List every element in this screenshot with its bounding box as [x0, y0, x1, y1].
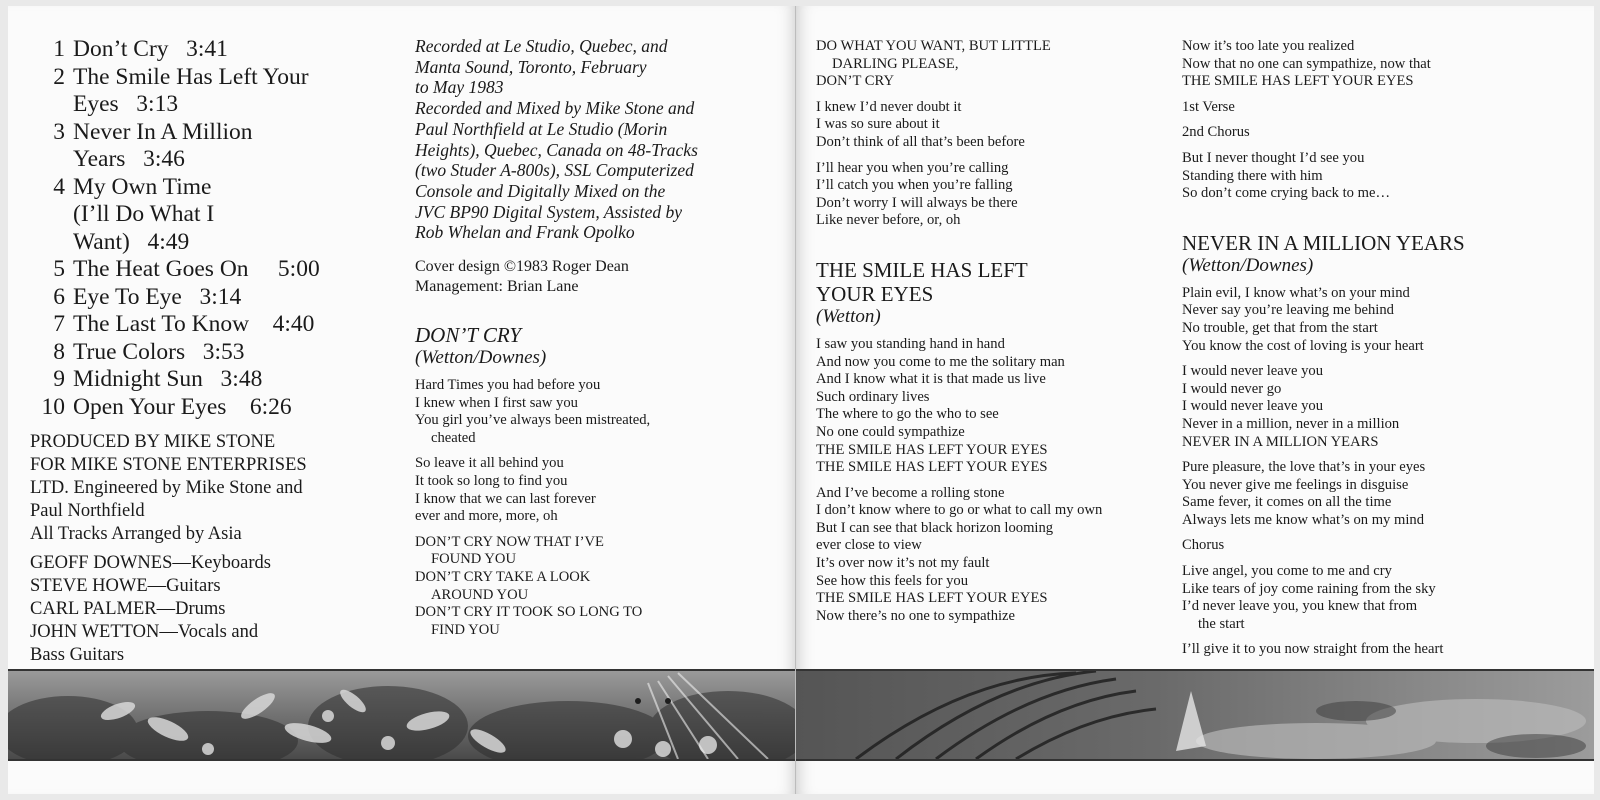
track-title-line: Midnight Sun 3:48 — [73, 366, 263, 392]
lyric-line: I’ll hear you when you’re calling — [816, 159, 1009, 176]
track-number: 2 — [53, 63, 65, 90]
lyric-line: Same fever, it comes on all the time — [1182, 494, 1392, 511]
lyrics-column-1 — [816, 38, 1166, 633]
lyric-line: Pure pleasure, the love that’s in your eyes — [1182, 459, 1426, 476]
track-number: 8 — [53, 338, 65, 365]
track-title-line: The Smile Has Left Your — [73, 63, 309, 90]
track-number: 5 — [53, 256, 65, 282]
lyric-line: DON’T CRY IT TOOK SO LONG TO — [415, 604, 643, 621]
lyric-stanza — [1182, 150, 1582, 203]
lyric-line: THE SMILE HAS LEFT YOUR EYES — [816, 441, 1048, 458]
lyric-line: You never give me feelings in disguise — [1182, 476, 1409, 493]
lyric-line: THE SMILE HAS LEFT YOUR EYES — [1182, 73, 1414, 90]
cover-credit-line: Management: Brian Lane — [415, 278, 579, 296]
recording-note-line: JVC BP90 Digital System, Assisted by — [415, 201, 683, 222]
lyric-line: AROUND YOU — [431, 586, 529, 603]
lyric-line: I was so sure about it — [816, 116, 940, 133]
lyric-line: Plain evil, I know what’s on your mind — [1182, 284, 1410, 301]
lyrics-smile-continued — [1182, 38, 1582, 203]
lyric-line: I would never leave you — [1182, 398, 1324, 415]
track-title — [73, 174, 390, 257]
lyric-line: I’ll give it to you now straight from the heart — [1182, 641, 1444, 658]
lyric-stanza — [816, 38, 1166, 91]
jungle-artwork — [8, 671, 796, 759]
lyric-line: But I never thought I’d see you — [1182, 149, 1365, 166]
songwriter-credit: (Wetton/Downes) — [1182, 254, 1314, 276]
track-item — [30, 119, 390, 174]
lyric-line: Don’t think of all that’s been before — [816, 133, 1025, 150]
lyric-line: Now there’s no one to sympathize — [816, 607, 1015, 624]
credit-line: JOHN WETTON—Vocals and — [30, 622, 259, 642]
track-title — [73, 36, 390, 64]
lyric-line: Always lets me know what’s on my mind — [1182, 511, 1424, 528]
lyric-line: Never in a million, never in a million — [1182, 415, 1400, 432]
lyric-line: THE SMILE HAS LEFT YOUR EYES — [816, 459, 1048, 476]
lyric-line: DO WHAT YOU WANT, BUT LITTLE — [816, 38, 1051, 54]
track-title-line: The Heat Goes On 5:00 — [73, 256, 320, 282]
lyric-line: Now it’s too late you realized — [1182, 38, 1355, 54]
lyric-line: DON’T CRY NOW THAT I’VE — [415, 533, 604, 550]
track-title — [73, 394, 390, 422]
song-title-never: NEVER IN A MILLION YEARS — [1182, 230, 1465, 255]
songwriter-credit: (Wetton) — [816, 305, 881, 327]
lyric-line: Like tears of joy come raining from the sky — [1182, 580, 1436, 597]
lyric-line: 1st Verse — [1182, 98, 1235, 115]
lyric-stanza — [1182, 459, 1582, 529]
lyric-line: You girl you’ve always been mistreated, — [415, 412, 651, 429]
track-title — [73, 284, 390, 312]
lyric-line: Live angel, you come to me and cry — [1182, 563, 1392, 580]
lyric-line: So leave it all behind you — [415, 455, 564, 472]
lyric-line: DARLING PLEASE, — [832, 55, 959, 72]
track-item — [30, 284, 390, 312]
credit-line: All Tracks Arranged by Asia — [30, 524, 242, 544]
lyric-line: Standing there with him — [1182, 167, 1323, 184]
lyric-stanza — [1182, 99, 1582, 117]
lyric-line: No one could sympathize — [816, 423, 965, 440]
track-title-line: Open Your Eyes 6:26 — [73, 393, 292, 420]
lyric-stanza — [1182, 641, 1582, 659]
song-title-line: THE SMILE HAS LEFT — [816, 257, 1028, 282]
song-title-smile — [816, 258, 1166, 306]
track-number: 6 — [53, 283, 65, 310]
track-item — [30, 256, 390, 284]
track-title-line: Years 3:46 — [73, 146, 185, 172]
lyric-line: ever close to view — [816, 537, 922, 554]
recording-note-line: Rob Whelan and Frank Opolko — [415, 222, 635, 243]
track-item — [30, 64, 390, 119]
credit-block — [30, 552, 390, 667]
track-item — [30, 394, 390, 422]
track-title-line: Eye To Eye 3:14 — [73, 283, 242, 310]
lyric-line: Now that no one can sympathize, now that — [1182, 55, 1431, 72]
track-title — [73, 256, 390, 284]
recording-notes — [415, 36, 785, 243]
credit-line: CARL PALMER—Drums — [30, 599, 226, 619]
lyric-stanza — [816, 99, 1166, 152]
track-title — [73, 339, 390, 367]
track-title-line: Eyes 3:13 — [73, 91, 179, 117]
cover-credit-line: Cover design ©1983 Roger Dean — [415, 258, 629, 276]
credit-line: Bass Guitars — [30, 645, 125, 665]
lyric-line: And I know what it is that made us live — [816, 371, 1046, 388]
track-title-line: The Last To Know 4:40 — [73, 311, 315, 337]
lyric-line: I would never go — [1182, 380, 1282, 397]
recording-note-line: Manta Sound, Toronto, February — [415, 56, 647, 77]
lyric-line: You know the cost of loving is your heart — [1182, 337, 1424, 354]
track-item — [30, 339, 390, 367]
lyric-line: I saw you standing hand in hand — [816, 335, 1005, 352]
lyric-stanza — [1182, 537, 1582, 555]
recording-notes-column — [415, 36, 785, 647]
lyric-stanza — [415, 534, 785, 640]
track-title — [73, 64, 390, 119]
production-credits — [30, 431, 390, 667]
lyric-line: ever and more, more, oh — [415, 508, 558, 525]
lyric-line: I don’t know where to go or what to call my own — [816, 502, 1103, 519]
track-item — [30, 174, 390, 257]
recording-note-line: Recorded at Le Studio, Quebec, and — [415, 36, 668, 56]
track-item — [30, 36, 390, 64]
recording-note-line: (two Studer A-800s), SSL Computerized — [415, 160, 694, 181]
credit-line: Paul Northfield — [30, 501, 145, 521]
lyric-line: So don’t come crying back to me… — [1182, 185, 1391, 202]
lyric-line: I’d never leave you, you knew that from — [1182, 598, 1418, 615]
lyric-line: I knew when I first saw you — [415, 394, 578, 411]
lyric-line: Never say you’re leaving me behind — [1182, 302, 1394, 319]
right-page — [796, 6, 1594, 794]
lyric-stanza — [1182, 38, 1582, 91]
lyrics-column-2 — [1182, 38, 1582, 667]
lyric-line: The where to go the who to see — [816, 406, 999, 423]
lyric-line: See how this feels for you — [816, 572, 968, 589]
song-title-dont-cry: DON’T CRY — [415, 323, 522, 348]
credit-block — [30, 431, 390, 546]
lyrics-never — [1182, 285, 1582, 659]
track-title-line: Want) 4:49 — [73, 228, 190, 255]
left-page — [8, 6, 796, 794]
recording-note-line: Recorded and Mixed by Mike Stone and — [415, 98, 695, 119]
lyric-line: Such ordinary lives — [816, 388, 930, 405]
lyric-stanza — [415, 455, 785, 525]
credit-line: PRODUCED BY MIKE STONE — [30, 432, 276, 452]
track-title-line: (I’ll Do What I — [73, 201, 215, 227]
lyric-stanza — [1182, 124, 1582, 142]
lyric-line: FOUND YOU — [431, 551, 516, 568]
lyric-stanza — [1182, 363, 1582, 451]
track-title-line: My Own Time — [73, 173, 212, 200]
track-item — [30, 366, 390, 394]
lyric-line: And I’ve become a rolling stone — [816, 484, 1005, 501]
lyric-stanza — [415, 377, 785, 447]
track-title-line: Never In A Million — [73, 118, 253, 145]
songwriter-credit: (Wetton/Downes) — [415, 347, 547, 369]
lyric-line: But I can see that black horizon looming — [816, 519, 1054, 536]
track-number: 9 — [53, 366, 65, 392]
lyric-line: DON’T CRY TAKE A LOOK — [415, 568, 591, 585]
lyric-stanza — [816, 160, 1166, 230]
credit-line: STEVE HOWE—Guitars — [30, 576, 221, 596]
track-title-line: True Colors 3:53 — [73, 338, 245, 365]
recording-note-line: Paul Northfield at Le Studio (Morin — [415, 118, 668, 139]
cover-credits — [415, 257, 785, 297]
lyric-line: It’s over now it’s not my fault — [816, 555, 990, 572]
song-title-line: YOUR EYES — [816, 281, 934, 306]
tracklist-rows — [30, 36, 390, 421]
lyrics-dont-cry-continued — [816, 38, 1166, 230]
lyric-line: I knew I’d never doubt it — [816, 98, 962, 115]
lyric-line: THE SMILE HAS LEFT YOUR EYES — [816, 590, 1048, 607]
credit-line: FOR MIKE STONE ENTERPRISES — [30, 455, 307, 475]
recording-note-line: Heights), Quebec, Canada on 48-Tracks — [415, 139, 698, 160]
artwork-banner-right — [796, 669, 1594, 761]
lyric-stanza — [816, 336, 1166, 477]
track-number: 4 — [53, 173, 65, 200]
lyric-line: Don’t worry I will always be there — [816, 194, 1018, 211]
lyric-line: I’ll catch you when you’re falling — [816, 177, 1013, 194]
track-title — [73, 119, 390, 174]
lyric-line: the start — [1198, 615, 1245, 632]
lyric-line: NEVER IN A MILLION YEARS — [1182, 433, 1379, 450]
track-title — [73, 366, 390, 394]
lyric-line: FIND YOU — [431, 621, 500, 638]
track-number: 10 — [41, 393, 65, 420]
lyric-line: I know that we can last forever — [415, 490, 596, 507]
lyric-line: It took so long to find you — [415, 473, 568, 489]
credit-line: GEOFF DOWNES—Keyboards — [30, 553, 271, 573]
lyric-line: No trouble, get that from the start — [1182, 319, 1378, 336]
lyric-line: Chorus — [1182, 537, 1225, 554]
lyric-line: DON’T CRY — [816, 73, 894, 90]
landscape-artwork — [796, 671, 1594, 759]
lyric-line: 2nd Chorus — [1182, 124, 1250, 141]
track-item — [30, 311, 390, 339]
lyric-line: And now you come to me the solitary man — [816, 353, 1065, 370]
lyrics-dont-cry — [415, 377, 785, 639]
recording-note-line: to May 1983 — [415, 77, 504, 98]
track-title — [73, 311, 390, 339]
credit-line: LTD. Engineered by Mike Stone and — [30, 478, 303, 498]
lyric-line: Like never before, or, oh — [816, 212, 961, 229]
track-number: 1 — [53, 36, 65, 62]
lyrics-smile — [816, 336, 1166, 626]
track-number: 3 — [53, 118, 65, 145]
lyric-line: cheated — [431, 429, 476, 446]
lyric-line: I would never leave you — [1182, 363, 1324, 380]
lyric-stanza — [1182, 285, 1582, 355]
track-number: 7 — [53, 311, 65, 337]
artwork-banner-left — [8, 669, 796, 761]
recording-note-line: Console and Digitally Mixed on the — [415, 180, 666, 201]
lyric-line: Hard Times you had before you — [415, 377, 601, 394]
lyric-stanza — [1182, 563, 1582, 633]
lyric-stanza — [816, 485, 1166, 626]
track-title-line: Don’t Cry 3:41 — [73, 36, 228, 62]
tracklist — [30, 36, 390, 673]
